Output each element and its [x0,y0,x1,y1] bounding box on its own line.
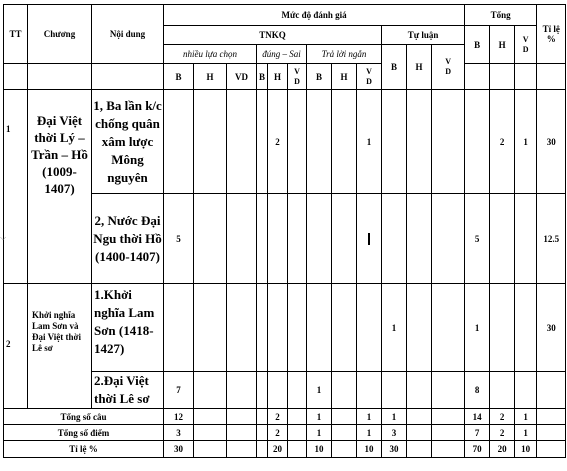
cell: 7 [465,425,490,441]
summary-row [4,441,566,458]
cell [332,194,357,284]
summary-label: Tổng số câu [4,409,164,425]
cell: 1 [382,284,407,372]
cell [515,372,537,409]
header-tf-b: B [257,64,268,90]
cell [268,284,288,372]
cell [490,284,515,372]
header-tf-vd: V D [288,64,307,90]
cell: 30 [382,441,407,458]
header-total-h: H [490,26,515,64]
row-tt: 1 [4,90,28,284]
header-assessment: Mức độ đánh giá [164,5,465,26]
cell [432,409,465,425]
cell [332,284,357,372]
cell [515,194,537,284]
header-sa-b: B [307,64,332,90]
cell [288,90,307,194]
cell: 2 [268,409,288,425]
cell: 1 [307,409,332,425]
cell [194,194,227,284]
header-total-empty [515,64,537,90]
cell [332,425,357,441]
cell [257,90,268,194]
cell [288,425,307,441]
header-empty [92,64,164,90]
cell [194,284,227,372]
cell: 10 [357,441,382,458]
cell [257,409,268,425]
header-total-vd: V D [515,26,537,64]
cell [268,372,288,409]
cell [382,194,407,284]
cell: 70 [465,441,490,458]
header-total-empty [465,64,490,90]
header-mcq-vd: VD [227,64,257,90]
chevron-down-icon[interactable]: ⌵ [0,233,7,242]
row-chapter: Khởi nghĩa Lam Sơn và Đại Việt thời Lê sơ [28,284,92,409]
cell [288,409,307,425]
header-total-empty [490,64,515,90]
cell [194,409,227,425]
cell [407,90,432,194]
summary-label: Tổng số điểm [4,425,164,441]
cell [288,194,307,284]
row-content: 1.Khởi nghĩa Lam Sơn (1418-1427) [92,284,164,372]
cell [194,372,227,409]
cell [227,372,257,409]
header-ratio: Tỉ lệ % [537,5,566,64]
cell: 2 [268,425,288,441]
cell [194,90,227,194]
cell: 2 [268,90,288,194]
cell [257,194,268,284]
cell [288,441,307,458]
header-mcq: nhiều lựa chọn [164,45,257,64]
cell [465,90,490,194]
header-mcq-b: B [164,64,194,90]
cell [227,194,257,284]
assessment-matrix-table [3,4,566,458]
cell [257,284,268,372]
cell: 3 [164,425,194,441]
cell [490,372,515,409]
cell [432,284,465,372]
cell [407,194,432,284]
cell [537,425,566,441]
header-short-answer: Trả lời ngắn [307,45,382,64]
cell [432,425,465,441]
cell [288,372,307,409]
header-essay-vd: V D [432,45,465,90]
cell [257,372,268,409]
cell [307,194,332,284]
cell: 2 [490,425,515,441]
cell: 5 [164,194,194,284]
cell [432,372,465,409]
header-sa-vd: V D [357,64,382,90]
cell [257,441,268,458]
cell [227,284,257,372]
cell [194,425,227,441]
cell [164,90,194,194]
cell [268,194,288,284]
cell: 8 [465,372,490,409]
header-total-b: B [465,26,490,64]
cell [332,409,357,425]
row-chapter: Đại Việt thời Lý – Trần – Hồ (1009-1407) [28,90,92,284]
cell [490,194,515,284]
cell [515,284,537,372]
cell: 20 [268,441,288,458]
cell [357,194,382,284]
cell: 14 [465,409,490,425]
row-tt: 2 [4,284,28,409]
cell [357,372,382,409]
cell [357,284,382,372]
cell [432,194,465,284]
cell: 10 [307,441,332,458]
cell [407,441,432,458]
cell: 3 [382,425,407,441]
cell: 5 [465,194,490,284]
header-empty [4,64,28,90]
cell [407,409,432,425]
cell: 1 [382,409,407,425]
cell: 30 [537,284,566,372]
cell [194,441,227,458]
cell [407,284,432,372]
cell: 30 [537,90,566,194]
header-chapter: Chương [28,5,92,64]
cell [257,425,268,441]
header-true-false: đúng – Sai [257,45,307,64]
text-cursor [368,233,370,245]
cell [407,425,432,441]
header-empty [28,64,92,90]
header-essay: Tự luận [382,26,465,45]
header-content: Nội dung [92,5,164,64]
cell [227,409,257,425]
row-content: 1, Ba lần k/c chống quân xâm lược Mông nguyên [92,90,164,194]
cell [227,441,257,458]
summary-row [4,409,566,425]
cell [307,284,332,372]
header-total: Tổng [465,5,537,26]
header-mcq-h: H [194,64,227,90]
header-ratio-empty [537,64,566,90]
cell: 1 [515,409,537,425]
cell: 12 [164,409,194,425]
cell [332,372,357,409]
cell [288,284,307,372]
cell [407,372,432,409]
header-tf-h: H [268,64,288,90]
summary-row [4,425,566,441]
cell: 2 [490,90,515,194]
cell: 1 [357,90,382,194]
header-sa-h: H [332,64,357,90]
cell [537,409,566,425]
cell: 30 [164,441,194,458]
cell: 1 [307,372,332,409]
cell [307,90,332,194]
row-content: 2.Đại Việt thời Lê sơ [92,372,164,409]
header-essay-h: H [407,45,432,90]
cell [164,284,194,372]
cell: 2 [490,409,515,425]
cell: 10 [515,441,537,458]
table-row [4,90,566,194]
cell [332,90,357,194]
table-row [4,284,566,372]
cell [432,90,465,194]
cell [537,372,566,409]
cell [537,441,566,458]
cell [227,425,257,441]
cell: 1 [307,425,332,441]
header-essay-b: B [382,45,407,90]
summary-label: Tỉ lệ % [4,441,164,458]
cell: 1 [515,90,537,194]
cell [382,372,407,409]
cell [382,90,407,194]
header-tt: TT [4,5,28,64]
cell: 7 [164,372,194,409]
cell: 1 [357,409,382,425]
cell [432,441,465,458]
cell: 1 [465,284,490,372]
cell: 1 [357,425,382,441]
cell: 12.5 [537,194,566,284]
cell [332,441,357,458]
row-content: 2, Nước Đại Ngu thời Hồ (1400-1407) [92,194,164,284]
cell: 20 [490,441,515,458]
header-tnkq: TNKQ [164,26,382,45]
cell [227,90,257,194]
cell: 1 [515,425,537,441]
